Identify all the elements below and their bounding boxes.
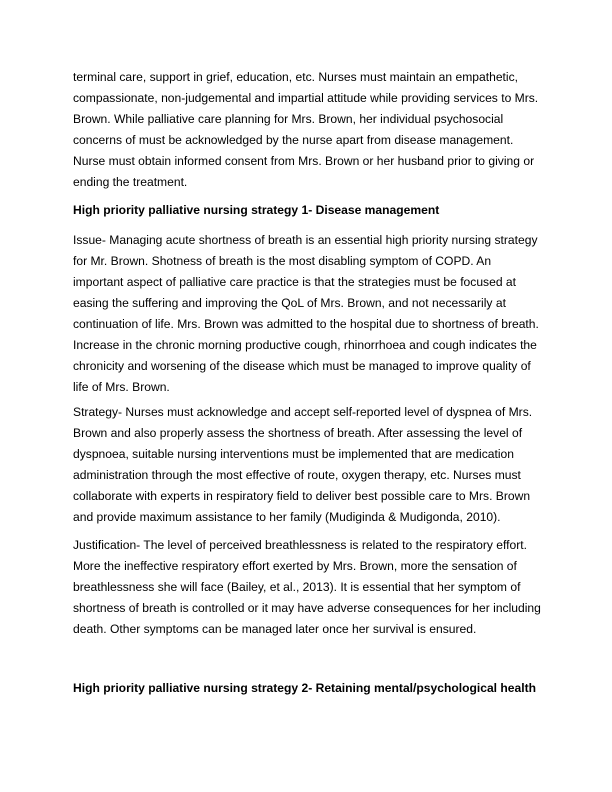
text-line: Strategy- Nurses must acknowledge and accept self-reported level of dyspnea of Mrs.: [73, 405, 533, 419]
text-line: continuation of life. Mrs. Brown was admitted to the hospital due to shortness of breath.: [73, 317, 539, 331]
text-line: for Mr. Brown. Shotness of breath is the most disabling symptom of COPD. An: [73, 254, 492, 268]
text-line: Increase in the chronic morning productive cough, rhinorrhoea and cough indicates the: [73, 338, 537, 352]
text-line: Brown. While palliative care planning for Mrs. Brown, her individual psychosocial: [73, 112, 504, 126]
text-line: administration through the most effective of route, oxygen therapy, etc. Nurses must: [73, 468, 521, 482]
text-line: shortness of breath is controlled or it may have adverse consequences for her including: [73, 601, 541, 615]
heading-text: High priority palliative nursing strategy 2- Retaining mental/psychological health: [73, 681, 537, 695]
text-line: terminal care, support in grief, education, etc. Nurses must maintain an empathetic,: [73, 70, 518, 84]
text-line: compassionate, non-judgemental and impartial attitude while providing services to Mrs.: [73, 91, 539, 105]
text-line: concerns of must be acknowledged by the nurse apart from disease management.: [73, 133, 514, 147]
text-line: easing the suffering and improving the QoL of Mrs. Brown, and not necessarily at: [73, 296, 506, 310]
text-line: collaborate with experts in respiratory field to deliver best possible care to Mrs. Brown: [73, 489, 531, 503]
text-line: Brown and also properly assess the shortness of breath. After assessing the level of: [73, 426, 523, 440]
heading-text: High priority palliative nursing strategy 1- Disease management: [73, 203, 440, 217]
section-heading-strategy-1: [73, 200, 543, 221]
paragraph-issue: [73, 230, 543, 398]
paragraph-strategy: [73, 402, 543, 528]
text-line: Issue- Managing acute shortness of breath is an essential high priority nursing strategy: [73, 233, 538, 247]
text-line: life of Mrs. Brown.: [73, 380, 170, 394]
text-line: Justification- The level of perceived breathlessness is related to the respiratory effort.: [73, 538, 527, 552]
section-heading-strategy-2: [73, 678, 543, 699]
text-line: breathlessness she will face (Bailey, et al., 2013). It is essential that her symptom of: [73, 580, 521, 594]
text-line: Nurse must obtain informed consent from Mrs. Brown or her husband prior to giving or: [73, 154, 535, 168]
text-line: chronicity and worsening of the disease which must be managed to improve quality of: [73, 359, 531, 373]
text-line: and provide maximum assistance to her family (Mudiginda & Mudigonda, 2010).: [73, 510, 501, 524]
text-line: important aspect of palliative care practice is that the strategies must be focused at: [73, 275, 516, 289]
text-line: ending the treatment.: [73, 175, 188, 189]
text-line: death. Other symptoms can be managed later once her survival is ensured.: [73, 622, 477, 636]
text-line: More the ineffective respiratory effort exerted by Mrs. Brown, more the sensation of: [73, 559, 517, 573]
text-line: dyspnoea, suitable nursing interventions must be implemented that are medication: [73, 447, 515, 461]
paragraph-justification: [73, 535, 543, 640]
paragraph-intro: [73, 67, 543, 193]
